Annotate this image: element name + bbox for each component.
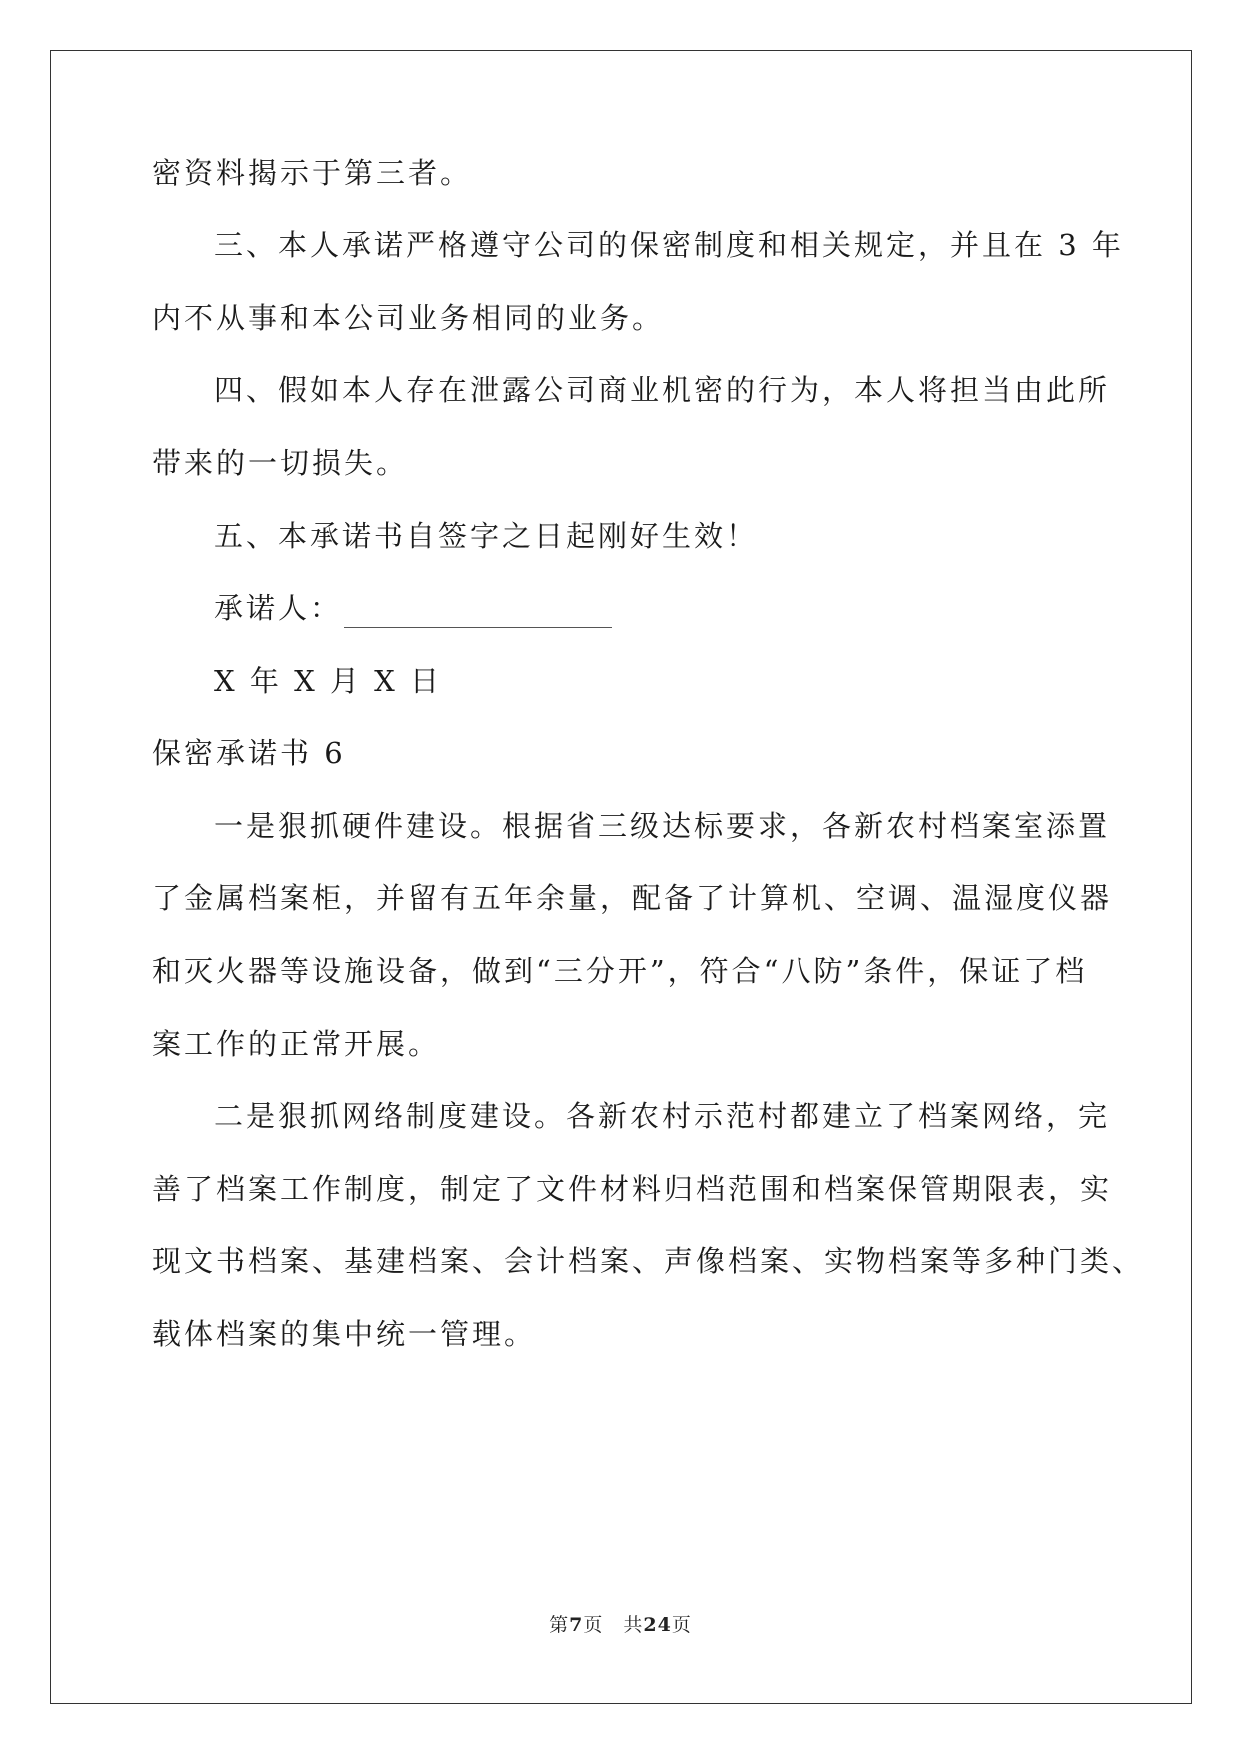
paragraph-line: 和灭火器等设施设备，做到“三分开”，符合“八防”条件，保证了档 xyxy=(152,954,1088,988)
paragraph-line: 五、本承诺书自签字之日起刚好生效！ xyxy=(214,519,759,553)
paragraph-line: 二是狠抓网络制度建设。各新农村示范村都建立了档案网络，完 xyxy=(214,1099,1111,1133)
paragraph-line: 四、假如本人存在泄露公司商业机密的行为，本人将担当由此所 xyxy=(214,373,1111,407)
footer-middle: 页 共 xyxy=(583,1614,644,1636)
paragraph-line: 密资料揭示于第三者。 xyxy=(152,156,473,190)
section-title: 保密承诺书 6 xyxy=(152,736,346,770)
paragraph-line: 一是狠抓硬件建设。根据省三级达标要求，各新农村档案室添置 xyxy=(214,809,1111,843)
page-footer xyxy=(0,1610,1241,1637)
paragraph-line: 三、本人承诺严格遵守公司的保密制度和相关规定，并且在 3 年 xyxy=(214,228,1124,262)
current-page-number: 7 xyxy=(569,1614,584,1636)
signer-label: 承诺人： xyxy=(214,591,343,625)
total-page-number: 24 xyxy=(643,1614,672,1636)
date-line: X 年 X 月 X 日 xyxy=(214,664,443,698)
paragraph-line: 现文书档案、基建档案、会计档案、声像档案、实物档案等多种门类、 xyxy=(152,1244,1145,1278)
footer-suffix: 页 xyxy=(671,1614,692,1636)
signature-blank xyxy=(344,599,612,628)
signature-line xyxy=(214,588,612,628)
paragraph-line: 载体档案的集中统一管理。 xyxy=(152,1317,537,1351)
footer-prefix: 第 xyxy=(549,1614,570,1636)
paragraph-line: 内不从事和本公司业务相同的业务。 xyxy=(152,301,665,335)
paragraph-line: 带来的一切损失。 xyxy=(152,446,409,480)
paragraph-line: 案工作的正常开展。 xyxy=(152,1027,441,1061)
paragraph-line: 了金属档案柜，并留有五年余量，配备了计算机、空调、温湿度仪器 xyxy=(152,881,1113,915)
paragraph-line: 善了档案工作制度，制定了文件材料归档范围和档案保管期限表，实 xyxy=(152,1172,1113,1206)
